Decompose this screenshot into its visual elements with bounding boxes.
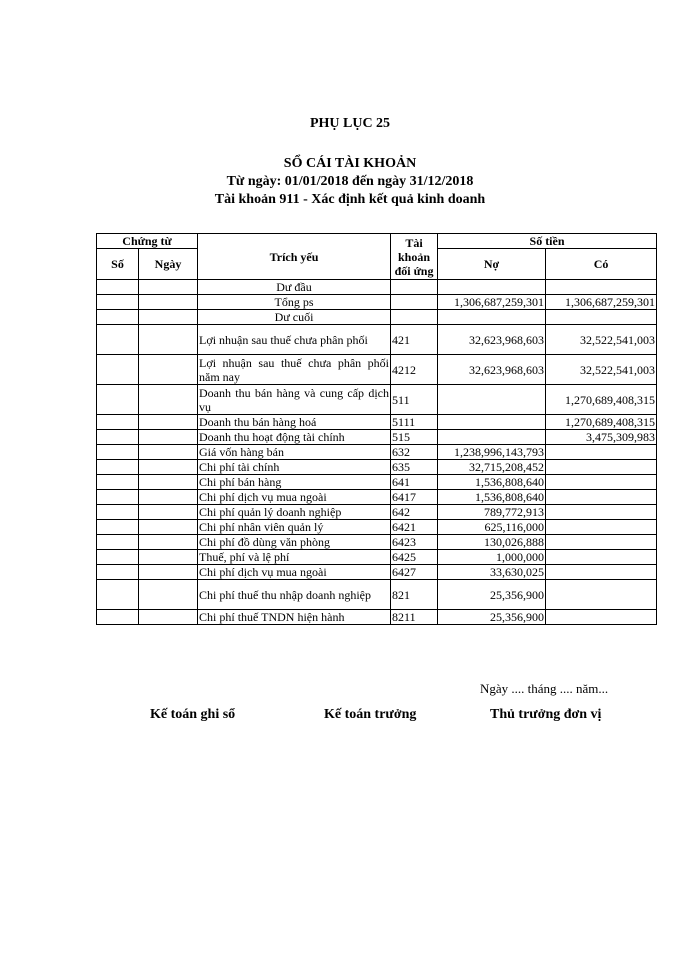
voucher-no-cell bbox=[97, 490, 139, 505]
table-row bbox=[97, 295, 657, 310]
ledger-title: SỔ CÁI TÀI KHOẢN bbox=[283, 156, 417, 171]
credit-cell bbox=[546, 505, 657, 520]
table-row bbox=[97, 490, 657, 505]
title-block bbox=[0, 155, 700, 209]
voucher-date-cell bbox=[139, 520, 198, 535]
voucher-no-cell bbox=[97, 475, 139, 490]
credit-cell bbox=[546, 490, 657, 505]
contra-account-cell: 641 bbox=[391, 475, 438, 490]
debit-cell bbox=[438, 385, 546, 415]
description-cell: Giá vốn hàng bán bbox=[198, 445, 391, 460]
contra-account-cell: 8211 bbox=[391, 610, 438, 625]
voucher-date-cell bbox=[139, 325, 198, 355]
debit-cell: 625,116,000 bbox=[438, 520, 546, 535]
debit-cell: 32,623,968,603 bbox=[438, 325, 546, 355]
voucher-date-cell bbox=[139, 610, 198, 625]
debit-cell bbox=[438, 280, 546, 295]
debit-cell: 1,000,000 bbox=[438, 550, 546, 565]
contra-account-cell: 6423 bbox=[391, 535, 438, 550]
table-row bbox=[97, 385, 657, 415]
credit-cell bbox=[546, 580, 657, 610]
voucher-no-cell bbox=[97, 460, 139, 475]
table-row bbox=[97, 325, 657, 355]
voucher-date-cell bbox=[139, 475, 198, 490]
debit-cell: 789,772,913 bbox=[438, 505, 546, 520]
contra-account-cell: 635 bbox=[391, 460, 438, 475]
period-line: Từ ngày: 01/01/2018 đến ngày 31/12/2018 bbox=[226, 174, 474, 189]
signer-head-of-unit: Thủ trưởng đơn vị bbox=[490, 707, 602, 722]
header-voucher: Chứng từ bbox=[97, 234, 198, 249]
voucher-date-cell bbox=[139, 430, 198, 445]
description-cell: Chi phí thuế TNDN hiện hành bbox=[198, 610, 391, 625]
debit-cell: 1,306,687,259,301 bbox=[438, 295, 546, 310]
credit-cell: 1,270,689,408,315 bbox=[546, 415, 657, 430]
description-cell: Chi phí thuế thu nhập doanh nghiệp bbox=[198, 580, 391, 610]
voucher-no-cell bbox=[97, 325, 139, 355]
contra-account-cell: 515 bbox=[391, 430, 438, 445]
credit-cell: 1,306,687,259,301 bbox=[546, 295, 657, 310]
table-row bbox=[97, 505, 657, 520]
voucher-no-cell bbox=[97, 610, 139, 625]
contra-account-cell: 5111 bbox=[391, 415, 438, 430]
voucher-date-cell bbox=[139, 355, 198, 385]
voucher-date-cell bbox=[139, 565, 198, 580]
debit-cell: 130,026,888 bbox=[438, 535, 546, 550]
voucher-date-cell bbox=[139, 280, 198, 295]
debit-cell: 33,630,025 bbox=[438, 565, 546, 580]
credit-cell: 1,270,689,408,315 bbox=[546, 385, 657, 415]
contra-account-cell bbox=[391, 310, 438, 325]
description-cell: Chi phí dịch vụ mua ngoài bbox=[198, 565, 391, 580]
description-cell: Chi phí bán hàng bbox=[198, 475, 391, 490]
table-row bbox=[97, 580, 657, 610]
voucher-no-cell bbox=[97, 430, 139, 445]
description-cell: Tổng ps bbox=[198, 295, 391, 310]
voucher-no-cell bbox=[97, 550, 139, 565]
table-row bbox=[97, 565, 657, 580]
credit-cell: 32,522,541,003 bbox=[546, 325, 657, 355]
table-row bbox=[97, 520, 657, 535]
table-row bbox=[97, 535, 657, 550]
table-row bbox=[97, 310, 657, 325]
voucher-no-cell bbox=[97, 505, 139, 520]
voucher-no-cell bbox=[97, 355, 139, 385]
contra-account-cell: 4212 bbox=[391, 355, 438, 385]
voucher-no-cell bbox=[97, 415, 139, 430]
voucher-date-cell bbox=[139, 415, 198, 430]
debit-cell bbox=[438, 430, 546, 445]
signer-bookkeeper: Kế toán ghi sổ bbox=[150, 707, 236, 722]
date-line: Ngày .... tháng .... năm... bbox=[480, 681, 609, 696]
description-cell: Doanh thu bán hàng và cung cấp dịch vụ bbox=[199, 385, 390, 414]
ledger-body bbox=[97, 280, 657, 625]
debit-cell: 25,356,900 bbox=[438, 610, 546, 625]
voucher-no-cell bbox=[97, 445, 139, 460]
debit-cell bbox=[438, 310, 546, 325]
table-row bbox=[97, 430, 657, 445]
contra-account-cell: 421 bbox=[391, 325, 438, 355]
voucher-date-cell bbox=[139, 505, 198, 520]
description-cell: Lợi nhuận sau thuế chưa phân phối năm nay bbox=[199, 355, 390, 384]
voucher-no-cell bbox=[97, 385, 139, 415]
table-row bbox=[97, 415, 657, 430]
contra-account-cell: 6427 bbox=[391, 565, 438, 580]
description-cell: Lợi nhuận sau thuế chưa phân phối bbox=[198, 325, 391, 355]
table-row bbox=[97, 460, 657, 475]
voucher-date-cell bbox=[139, 490, 198, 505]
header-voucher-date: Ngày bbox=[139, 249, 198, 280]
debit-cell: 32,623,968,603 bbox=[438, 355, 546, 385]
table-row bbox=[97, 550, 657, 565]
table-row bbox=[97, 475, 657, 490]
debit-cell: 1,536,808,640 bbox=[438, 490, 546, 505]
voucher-no-cell bbox=[97, 580, 139, 610]
header-contra-account: Tài khoản đối ứng bbox=[391, 234, 438, 280]
table-row bbox=[97, 280, 657, 295]
voucher-date-cell bbox=[139, 460, 198, 475]
description-cell: Chi phí đồ dùng văn phòng bbox=[198, 535, 391, 550]
credit-cell: 3,475,309,983 bbox=[546, 430, 657, 445]
description-cell: Chi phí nhân viên quản lý bbox=[198, 520, 391, 535]
contra-account-cell bbox=[391, 280, 438, 295]
contra-account-cell: 6421 bbox=[391, 520, 438, 535]
voucher-date-cell bbox=[139, 310, 198, 325]
voucher-date-cell bbox=[139, 535, 198, 550]
credit-cell bbox=[546, 550, 657, 565]
voucher-no-cell bbox=[97, 565, 139, 580]
header-amount: Số tiền bbox=[438, 234, 657, 249]
voucher-date-cell bbox=[139, 580, 198, 610]
contra-account-cell: 6417 bbox=[391, 490, 438, 505]
description-cell: Doanh thu hoạt động tài chính bbox=[198, 430, 391, 445]
contra-account-cell: 6425 bbox=[391, 550, 438, 565]
voucher-no-cell bbox=[97, 520, 139, 535]
voucher-no-cell bbox=[97, 535, 139, 550]
debit-cell: 1,238,996,143,793 bbox=[438, 445, 546, 460]
contra-account-cell: 632 bbox=[391, 445, 438, 460]
contra-account-cell bbox=[391, 295, 438, 310]
voucher-date-cell bbox=[139, 295, 198, 310]
credit-cell bbox=[546, 475, 657, 490]
table-row bbox=[97, 610, 657, 625]
table-row bbox=[97, 445, 657, 460]
description-cell: Chi phí quản lý doanh nghiệp bbox=[198, 505, 391, 520]
credit-cell bbox=[546, 610, 657, 625]
credit-cell bbox=[546, 535, 657, 550]
voucher-date-cell bbox=[139, 385, 198, 415]
credit-cell bbox=[546, 280, 657, 295]
voucher-no-cell bbox=[97, 280, 139, 295]
description-cell: Dư cuối bbox=[198, 310, 391, 325]
contra-account-cell: 511 bbox=[391, 385, 438, 415]
description-cell: Thuế, phí và lệ phí bbox=[198, 550, 391, 565]
description-cell: Chi phí tài chính bbox=[198, 460, 391, 475]
description-cell: Dư đầu bbox=[198, 280, 391, 295]
debit-cell bbox=[438, 415, 546, 430]
credit-cell bbox=[546, 460, 657, 475]
table-row bbox=[97, 355, 657, 385]
account-line: Tài khoản 911 - Xác định kết quả kinh doanh bbox=[214, 192, 486, 207]
ledger-table bbox=[96, 233, 657, 625]
debit-cell: 32,715,208,452 bbox=[438, 460, 546, 475]
description-cell: Chi phí dịch vụ mua ngoài bbox=[198, 490, 391, 505]
header-voucher-no: Số bbox=[97, 249, 139, 280]
voucher-date-cell bbox=[139, 550, 198, 565]
credit-cell: 32,522,541,003 bbox=[546, 355, 657, 385]
description-cell: Doanh thu bán hàng hoá bbox=[198, 415, 391, 430]
voucher-date-cell bbox=[139, 445, 198, 460]
contra-account-cell: 821 bbox=[391, 580, 438, 610]
header-credit: Có bbox=[546, 249, 657, 280]
voucher-no-cell bbox=[97, 295, 139, 310]
credit-cell bbox=[546, 520, 657, 535]
credit-cell bbox=[546, 565, 657, 580]
contra-account-cell: 642 bbox=[391, 505, 438, 520]
header-description: Trích yếu bbox=[198, 234, 391, 280]
credit-cell bbox=[546, 310, 657, 325]
header-debit: Nợ bbox=[438, 249, 546, 280]
voucher-no-cell bbox=[97, 310, 139, 325]
debit-cell: 1,536,808,640 bbox=[438, 475, 546, 490]
signer-chief-accountant: Kế toán trưởng bbox=[324, 707, 417, 722]
appendix-label: PHỤ LỤC 25 bbox=[309, 116, 391, 131]
debit-cell: 25,356,900 bbox=[438, 580, 546, 610]
credit-cell bbox=[546, 445, 657, 460]
